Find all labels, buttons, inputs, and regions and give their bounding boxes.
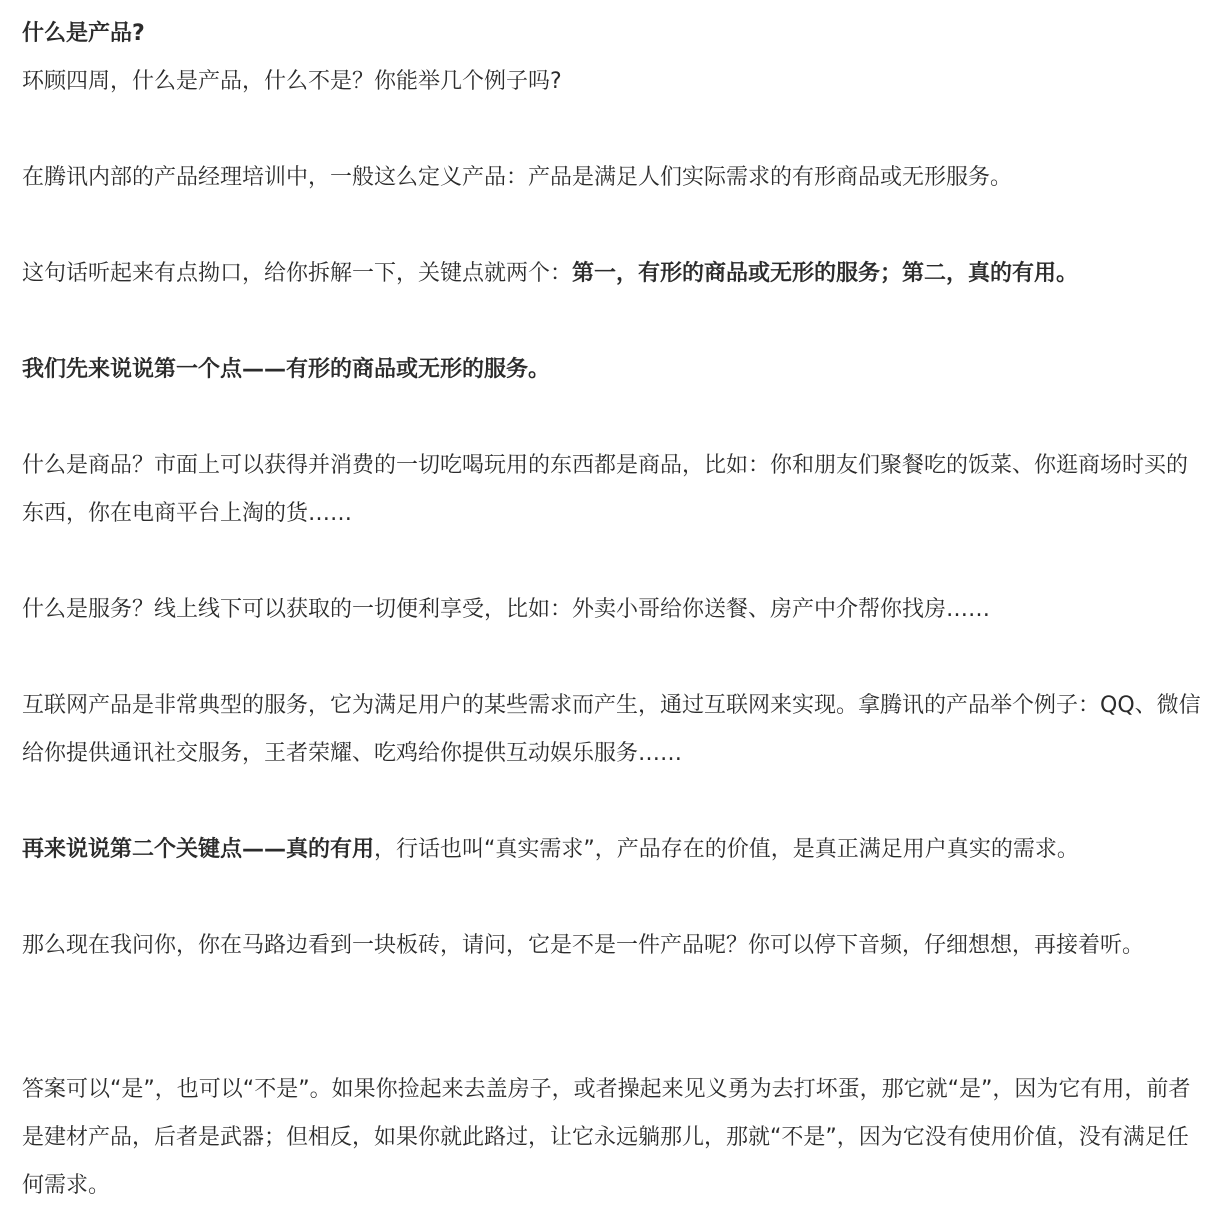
point-two-rest: ，行话也叫“真实需求”，产品存在的价值，是真正满足用户真实的需求。: [374, 837, 1079, 862]
breakdown-key-points: 第一，有形的商品或无形的服务；第二，真的有用。: [572, 261, 1079, 286]
breakdown-lead: 这句话听起来有点拗口，给你拆解一下，关键点就两个：: [22, 261, 573, 286]
point-one-heading: 我们先来说说第一个点——有形的商品或无形的服务。: [22, 357, 551, 382]
point-two-heading: 再来说说第二个关键点——真的有用: [22, 837, 375, 862]
goods-paragraph: 什么是商品？市面上可以获得并消费的一切吃喝玩用的东西都是商品，比如：你和朋友们聚餐吃的饭菜、你逛商场时买的东西，你在电商平台上淘的货……: [22, 453, 1189, 526]
breakdown-paragraph: [22, 250, 1202, 298]
internet-paragraph: 互联网产品是非常典型的服务，它为满足用户的某些需求而产生，通过互联网来实现。拿腾讯的产品举个例子：QQ、微信给你提供通讯社交服务，王者荣耀、吃鸡给你提供互动娱乐服务……: [22, 693, 1201, 766]
definition-paragraph: 在腾讯内部的产品经理培训中，一般这么定义产品：产品是满足人们实际需求的有形商品或无形服务。: [22, 165, 1013, 190]
services-paragraph: 什么是服务？线上线下可以获取的一切便利享受，比如：外卖小哥给你送餐、房产中介帮你找房……: [22, 597, 991, 622]
point-two-paragraph: [22, 826, 1202, 874]
intro-paragraph: 环顾四周，什么是产品，什么不是？你能举几个例子吗?: [22, 69, 562, 94]
article-title: 什么是产品?: [22, 21, 145, 46]
answer-paragraph: 答案可以“是”，也可以“不是”。如果你捡起来去盖房子，或者操起来见义勇为去打坏蛋，那它就“是”，因为它有用，前者是建材产品，后者是武器；但相反，如果你就此路过，让它永远躺那儿，那就“不是”，因为它没有使用价值，没有满足任何需求。: [22, 1077, 1191, 1198]
question-paragraph: 那么现在我问你，你在马路边看到一块板砖，请问，它是不是一件产品呢？你可以停下音频，仔细想想，再接着听。: [22, 933, 1145, 958]
